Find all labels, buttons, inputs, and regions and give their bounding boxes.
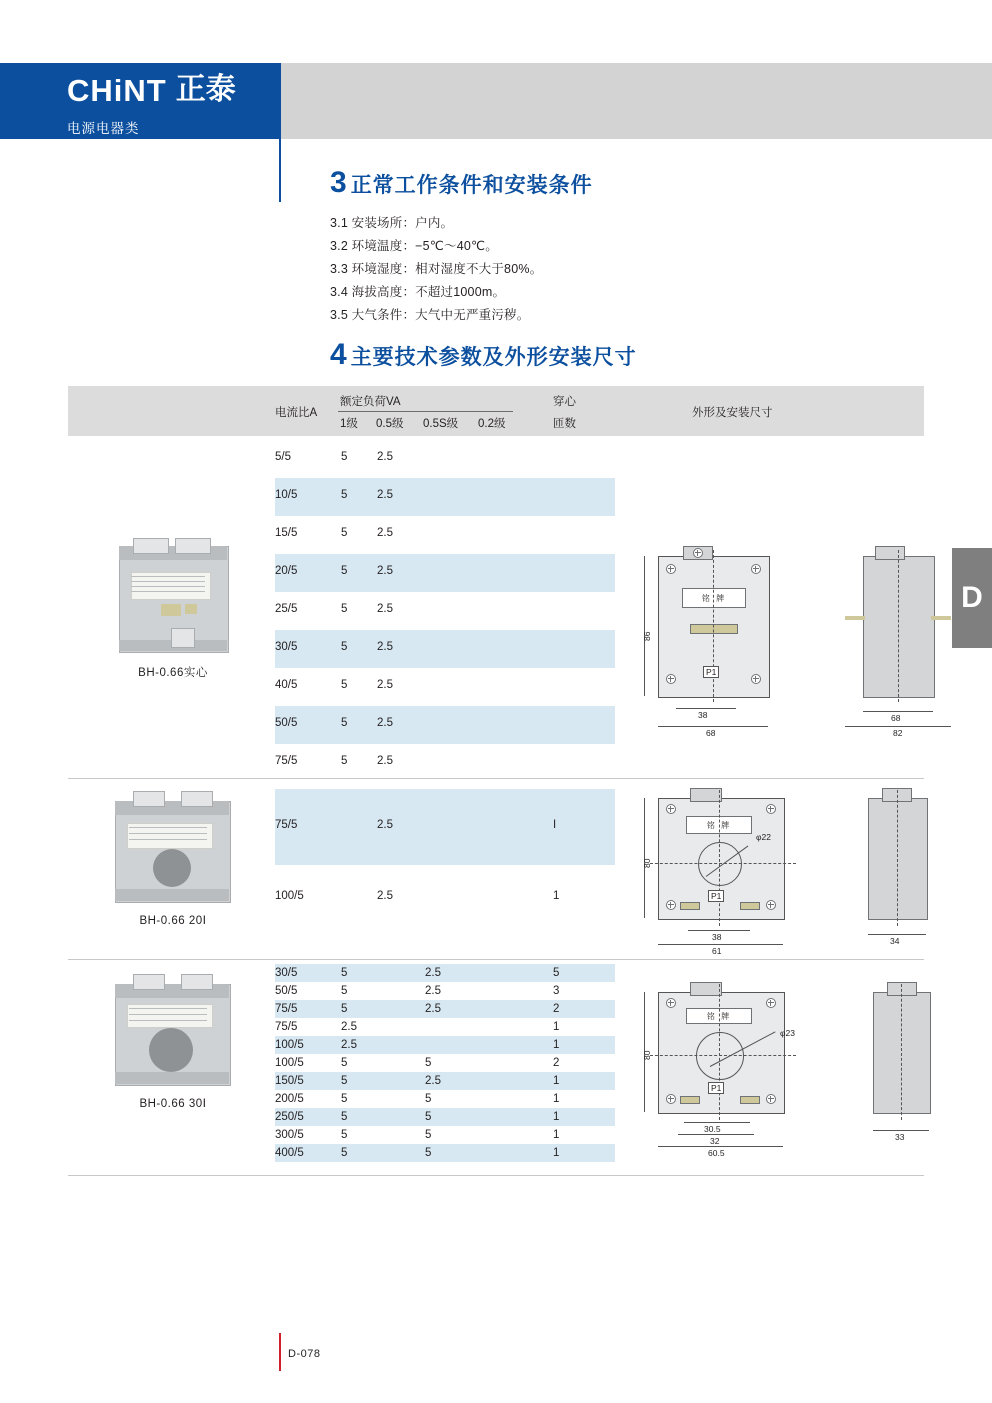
product-photo-20: [68, 789, 278, 927]
cell-grade1: 5: [341, 1003, 348, 1015]
cell-turns: 1: [553, 1111, 560, 1123]
cell-turns: 5: [553, 967, 560, 979]
cell-ratio: 50/5: [275, 717, 298, 729]
cell-turns: 1: [553, 1093, 560, 1105]
table-row: [275, 982, 615, 1000]
cell-turns: 1: [553, 1129, 560, 1141]
spec-table: [68, 386, 924, 1176]
rows-solid: [275, 440, 615, 782]
drawing-side-30: [843, 978, 973, 1158]
product-caption: BH-0.66实心: [138, 667, 208, 679]
cell-grade05: 2.5: [377, 717, 393, 729]
cell-ratio: 100/5: [275, 890, 304, 902]
cell-grade1: 5: [341, 565, 348, 577]
dim-hole-diameter: φ23: [780, 1028, 795, 1038]
cell-grade1: 5: [341, 985, 348, 997]
cell-turns: 1: [553, 1039, 560, 1051]
cell-grade1: 2.5: [341, 1039, 357, 1051]
table-row: [275, 1126, 615, 1144]
header-vertical-rule: [279, 63, 281, 202]
drawing-front-30: [628, 978, 818, 1158]
cell-ratio: 100/5: [275, 1039, 304, 1051]
header-grade-02: 0.2级: [478, 418, 506, 430]
header-dimensions: 外形及安装尺寸: [692, 407, 773, 419]
terminal-p1-label: P1: [708, 890, 724, 902]
condition-item: 3.1 安装场所：户内。: [330, 216, 454, 230]
nameplate-label: 铭 牌: [682, 588, 746, 608]
page-number: D-078: [288, 1348, 321, 1360]
conditions-list: [330, 212, 760, 327]
table-row: [275, 478, 615, 516]
cell-grade1: 5: [341, 603, 348, 615]
header-rated-load: 额定负荷VA: [340, 396, 401, 408]
cell-grade05: 2.5: [377, 679, 393, 691]
cell-ratio: 300/5: [275, 1129, 304, 1141]
brand-logo: [67, 72, 267, 108]
cell-grade05: 2.5: [377, 603, 393, 615]
table-row: [275, 1018, 615, 1036]
cell-ratio: 100/5: [275, 1057, 304, 1069]
cell-turns: 3: [553, 985, 560, 997]
cell-grade05: 2.5: [425, 967, 441, 979]
cell-grade05: 5: [425, 1129, 432, 1141]
cell-turns: I: [553, 819, 557, 831]
cell-grade05: 5: [425, 1111, 432, 1123]
condition-item: 3.3 环境湿度：相对湿度不大于80%。: [330, 262, 543, 276]
header-grade-05s: 0.5S级: [423, 418, 459, 430]
table-header-row: [68, 386, 924, 436]
cell-grade1: 2.5: [341, 1021, 357, 1033]
dim-height: 80: [642, 858, 652, 868]
table-row: [275, 554, 615, 592]
terminal-p1-label: P1: [703, 666, 719, 678]
table-row: [275, 440, 615, 478]
dim-height: 86: [642, 631, 652, 641]
logo-latin-text: CHiNT: [67, 72, 167, 108]
cell-turns: 2: [553, 1057, 560, 1069]
table-row: [275, 789, 615, 865]
table-row: [275, 1036, 615, 1054]
dim-38: 38: [712, 932, 722, 942]
product-caption: BH-0.66 20Ⅰ: [139, 915, 207, 927]
cell-grade1: 5: [341, 489, 348, 501]
table-row: [275, 865, 615, 879]
cell-ratio: 50/5: [275, 985, 298, 997]
cell-ratio: 75/5: [275, 755, 298, 767]
cell-turns: 1: [553, 890, 560, 902]
table-row: [275, 744, 615, 782]
condition-item: 3.2 环境温度：−5℃～40℃。: [330, 239, 498, 253]
cell-ratio: 5/5: [275, 451, 291, 463]
cell-ratio: 75/5: [275, 1003, 298, 1015]
cell-grade1: 5: [341, 451, 348, 463]
cell-ratio: 20/5: [275, 565, 298, 577]
header-subtitle: 电源电器类: [67, 121, 140, 136]
cell-grade1: 5: [341, 1057, 348, 1069]
product-photo-30: [68, 972, 278, 1110]
dim-305: 30.5: [704, 1124, 721, 1134]
cell-turns: 2: [553, 1003, 560, 1015]
drawing-front-solid: [628, 546, 808, 736]
terminal-p1-label: P1: [708, 1082, 724, 1094]
footer-rule: [279, 1333, 281, 1371]
cell-turns: 1: [553, 1021, 560, 1033]
cell-grade1: 5: [341, 1147, 348, 1159]
product-photo-solid: [68, 536, 278, 680]
cell-grade05: 2.5: [377, 819, 393, 831]
cell-ratio: 25/5: [275, 603, 298, 615]
side-tab-letter: D: [952, 548, 992, 648]
cell-grade05: 2.5: [377, 451, 393, 463]
cell-ratio: 10/5: [275, 489, 298, 501]
table-row: [275, 1144, 615, 1162]
table-row: [275, 516, 615, 554]
cell-grade1: 5: [341, 717, 348, 729]
product-caption: BH-0.66 30Ⅰ: [139, 1098, 207, 1110]
cell-grade05: 2.5: [425, 1075, 441, 1087]
cell-ratio: 75/5: [275, 819, 298, 831]
header-current-ratio: 电流比A: [275, 407, 318, 419]
cell-grade1: 5: [341, 755, 348, 767]
rows-30: [275, 964, 615, 1162]
cell-ratio: 30/5: [275, 967, 298, 979]
table-row: [275, 1072, 615, 1090]
table-row: [275, 1090, 615, 1108]
dim-61: 61: [712, 946, 722, 956]
table-row: [275, 1108, 615, 1126]
cell-grade05: 2.5: [377, 755, 393, 767]
cell-grade05: 2.5: [425, 1003, 441, 1015]
dim-33: 33: [895, 1132, 905, 1142]
section-heading-4: [330, 340, 637, 371]
dim-68: 68: [706, 728, 716, 738]
table-row: [275, 668, 615, 706]
table-row: [275, 1000, 615, 1018]
header-grade-05: 0.5级: [376, 418, 404, 430]
header-turns-line2: 匝数: [553, 418, 576, 430]
logo-chinese-text: 正泰: [175, 73, 236, 106]
cell-grade05: 2.5: [425, 985, 441, 997]
cell-ratio: 40/5: [275, 679, 298, 691]
cell-ratio: 150/5: [275, 1075, 304, 1087]
section-4-number: 4: [330, 338, 347, 371]
table-row: [275, 1054, 615, 1072]
nameplate-label: 铭 牌: [686, 1008, 752, 1024]
cell-grade1: 5: [341, 1075, 348, 1087]
drawing-front-20: [628, 784, 818, 954]
dim-82: 82: [893, 728, 903, 738]
spec-block-20: [68, 779, 924, 960]
drawing-side-solid: [833, 546, 973, 736]
header-grade-1: 1级: [340, 418, 358, 430]
table-row: [275, 592, 615, 630]
cell-grade1: 5: [341, 527, 348, 539]
cell-grade05: 5: [425, 1057, 432, 1069]
cell-grade1: 5: [341, 641, 348, 653]
section-heading-3: [330, 168, 593, 199]
cell-grade1: 5: [341, 1111, 348, 1123]
dim-32: 32: [710, 1136, 720, 1146]
cell-ratio: 250/5: [275, 1111, 304, 1123]
rows-20: [275, 789, 615, 917]
cell-ratio: 30/5: [275, 641, 298, 653]
dim-height: 80: [642, 1050, 652, 1060]
dim-34: 34: [890, 936, 900, 946]
dim-38: 38: [698, 710, 708, 720]
cell-grade05: 2.5: [377, 641, 393, 653]
cell-grade05: 2.5: [377, 489, 393, 501]
cell-turns: 1: [553, 1075, 560, 1087]
cell-ratio: 75/5: [275, 1021, 298, 1033]
cell-grade05: 5: [425, 1093, 432, 1105]
table-row: [275, 706, 615, 744]
dim-hole-diameter: φ22: [756, 832, 771, 842]
spec-block-solid: [68, 436, 924, 779]
spec-block-30: [68, 960, 924, 1176]
header-turns-line1: 穿心: [553, 396, 576, 408]
table-row: [275, 964, 615, 982]
drawing-side-20: [838, 784, 968, 954]
header-divider: [338, 411, 513, 412]
cell-grade05: 5: [425, 1147, 432, 1159]
section-3-title: 正常工作条件和安装条件: [350, 174, 593, 197]
cell-grade1: 5: [341, 967, 348, 979]
section-3-number: 3: [330, 166, 347, 199]
section-4-title: 主要技术参数及外形安装尺寸: [350, 346, 637, 369]
cell-grade05: 2.5: [377, 890, 393, 902]
dim-68-side: 68: [891, 713, 901, 723]
condition-item: 3.4 海拔高度：不超过1000m。: [330, 285, 506, 299]
dim-605: 60.5: [708, 1148, 725, 1158]
cell-grade1: 5: [341, 1093, 348, 1105]
cell-grade1: 5: [341, 679, 348, 691]
cell-grade05: 2.5: [377, 565, 393, 577]
cell-ratio: 15/5: [275, 527, 298, 539]
cell-turns: 1: [553, 1147, 560, 1159]
cell-ratio: 200/5: [275, 1093, 304, 1105]
cell-grade1: 5: [341, 1129, 348, 1141]
nameplate-label: 铭 牌: [686, 816, 752, 834]
condition-item: 3.5 大气条件：大气中无严重污秽。: [330, 308, 530, 322]
cell-ratio: 400/5: [275, 1147, 304, 1159]
table-row: [275, 879, 615, 917]
cell-grade05: 2.5: [377, 527, 393, 539]
table-row: [275, 630, 615, 668]
